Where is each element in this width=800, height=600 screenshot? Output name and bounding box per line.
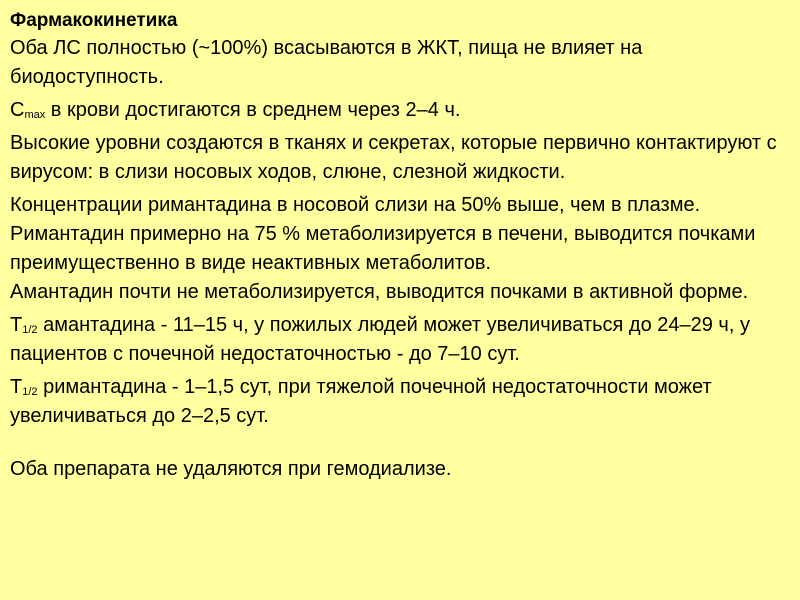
paragraph-dialysis: Оба препарата не удаляются при гемодиализе. <box>10 458 452 480</box>
t-half-rimantadine-symbol: T <box>10 376 23 398</box>
paragraph-tissues: Высокие уровни создаются в тканях и секретах, которые первично контактируют с вирусом: в слизи носовых ходов, слюне, слезной жидкости. <box>10 132 777 183</box>
paragraph-amantadine-metabolism: Амантадин почти не метаболизируется, выводится почками в активной форме. <box>10 281 749 303</box>
cmax-text: в крови достигаются в среднем через 2–4 ч. <box>45 99 461 121</box>
t-half-rimantadine-subscript: 1/2 <box>22 386 38 398</box>
t-half-amantadine-subscript: 1/2 <box>22 324 38 336</box>
paragraph-absorption: Оба ЛС полностью (~100%) всасываются в ЖКТ, пища не влияет на биодоступность. <box>10 37 643 88</box>
paragraph-t-half-rimantadine <box>10 373 790 431</box>
paragraph-rimantadine-metabolism: Римантадин примерно на 75 % метаболизируется в печени, выводится почками преимущественно в виде неактивных метаболитов. <box>10 223 756 274</box>
t-half-amantadine-text: амантадина - 11–15 ч, у пожилых людей может увеличиваться до 24–29 ч, у пациентов с почечной недостаточностью - до 7–10 сут. <box>10 314 750 365</box>
paragraph-cmax <box>10 96 790 125</box>
t-half-rimantadine-text: римантадина - 1–1,5 сут, при тяжелой почечной недостаточности может увеличиваться до 2–2,5 сут. <box>10 376 712 427</box>
t-half-amantadine-symbol: T <box>10 314 23 336</box>
cmax-subscript: max <box>24 109 46 121</box>
paragraph-rimantadine-concentration: Концентрации римантадина в носовой слизи на 50% выше, чем в плазме. <box>10 194 701 216</box>
paragraph-t-half-amantadine <box>10 311 790 369</box>
cmax-symbol: C <box>10 99 25 121</box>
slide-title: Фармакокинетика <box>10 10 178 31</box>
